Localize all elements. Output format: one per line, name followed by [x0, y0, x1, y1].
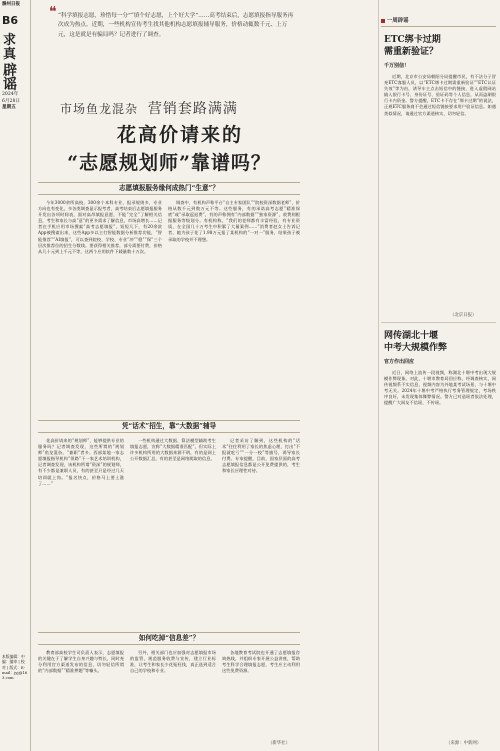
section2-column3 — [222, 438, 300, 628]
section3-column2 — [130, 650, 216, 746]
section1-text-1: 今年3000余所高校，300余个本科专业，报录规则多，专业方向也有变化，多各类调查显示报考者、高考结束后志愿填报服务开发出各项时间表，面对高昂填报意愿，不能“完全”了解相关信息，考生和家长与高“意”的更多需求了解信息，市场高增长……记者在手机应用市场搜索“高考志愿填报”，短短几下，有20余款App被搜索出来，这些App多以主打智能数据分析推荐功能，“智能推荐”“AI填报”，可以查到院校、学校、专业“冲”“稳”“保”三个层次推荐位的招生分数线。要获得相关推荐，部分需要付费，价格从几十元到上千元不等，这两个应用软件下载量数十万次。 — [38, 200, 162, 254]
section1-column2 — [168, 200, 300, 418]
issue-year: 2024年 — [2, 92, 19, 97]
section-bar-2 — [38, 420, 300, 433]
sidebar-tag: 一周辟谣 — [381, 16, 409, 24]
sidebar-rule — [381, 26, 496, 27]
article1-title-line2: 需重新验证？ — [384, 47, 439, 57]
page-number: B6 — [2, 14, 19, 27]
section3-text-3: 各地教育考试院也开通了志愿填报咨询热线，并组织专家开展公益讲座，帮助考生科学合理填报志愿，考生应主动利用这些免费资源。 — [222, 650, 300, 674]
sidebar-article2-subtitle: 官方作出回应 — [384, 359, 415, 365]
section1-text-2: 调查中，有机构声称平台“自主专家团队”“院校资深数据老师”，价格从数千元到数万元不等。这些服务，有的承诺高考志愿“精准保底”或“录取返退费”，有的声称拥有“内部数据”“独家资源”，收费则根据服务等级划分。有机构称，“我们的老师都有丰富经验，有专业资质，在全国几十万考生中积累了大量案例……”消费者赵女士告诉记者，她为孩子花了1.98万元报了某机构的“一对一”服务，结果孩子被录取的学校并不理想。 — [168, 200, 300, 242]
section3-signature: （新华社） — [268, 741, 290, 746]
sidebar-article2-signature: （来源：中新网） — [446, 741, 482, 746]
section2-text-3: 记者采访了解到，这些机构的“话术”往往利用了家长的焦虑心理，打出“不报就吃亏”“一分一校”等旗号，诱导家长付费。专家提醒，目前，国家层面的高考志愿填报信息都是公开免费提供的，考生和家长应理性对待。 — [222, 438, 300, 474]
section2-column2 — [130, 438, 216, 628]
section2-column1 — [38, 438, 124, 628]
article2-title-line1: 网传湖北十堰 — [384, 331, 439, 341]
section-title-3: 如何吃掉“信息差”？ — [133, 634, 205, 642]
column-logo-line2: 辟谣 — [3, 63, 17, 93]
section-bar-3 — [38, 632, 300, 645]
sidebar-article1-body — [384, 74, 496, 310]
section2-text-2: 一些机构通过大数据、算法模型辅助考生填报志愿，宣称“大数据精准匹配”，但实际上许多机构所用的大数据来源不明，有的是网上公开数据汇总，有的甚至是网络爬取的信息。 — [130, 438, 216, 462]
section-title-2: 凭“话术”招生，靠“大数据”辅导 — [116, 422, 222, 430]
section1-column1 — [38, 200, 162, 418]
left-rail — [0, 0, 31, 751]
article2-title-line2: 中考大规模作弊 — [384, 343, 448, 353]
section2-text-1: 花高价请来的“规划师”，能够提供专业的服务吗？记者调查发现，这些所谓的“规划师”鱼龙混杂。“兼职”者多。西部某地一家志愿填报指导机构“领路”干一家艺术培训机构，记者调查发现，该机构所谓“资深”的规划师，有不少都是兼职人员，有的甚至只是经过几天培训就上岗。“报名快点，价格马上要上涨了……” — [38, 438, 124, 486]
sidebar-article2-body — [384, 370, 496, 734]
article1-title-line1: ETC绑卡过期 — [384, 35, 441, 45]
editor-credits: 本版编辑：中 编：编审 | 校对 | 版式：E-mail：jyj@163.com — [2, 654, 28, 681]
column-divider — [378, 0, 379, 751]
newspaper-name: 滁州日报 — [2, 2, 20, 7]
section3-text-2: 另外，相关部门也应加强对志愿填报市场的监管，规范服务收费与宣传，建立行业标准，让考生和家长少花冤枉钱，真正选到适合自己的学校和专业。 — [130, 650, 216, 674]
headline-kicker — [60, 98, 238, 118]
section3-text-1: 教育部高校学生司负责人表示，志愿填报的关键在于了解学生自身兴趣与特长，同时充分利用官方渠道发布的信息，切勿轻信所谓的“内部数据”“精准押题”等噱头。 — [38, 650, 124, 674]
sidebar-article1-signature: （北京日报） — [450, 313, 477, 318]
column-logo-line1: 求真 — [3, 33, 17, 62]
kicker-right: 营销套路满满 — [147, 101, 238, 117]
section-title-1: 志愿填报服务缘何成热门“生意”？ — [113, 184, 225, 192]
headline-line1: 花高价请来的 — [116, 124, 243, 146]
issue-weekday: 星期五 — [2, 105, 16, 111]
headline-line2: “志愿规划师”靠谱吗？ — [67, 152, 271, 174]
lead-quote — [49, 4, 298, 40]
sidebar-article1-title — [384, 34, 441, 58]
sidebar-article1-subtitle: 千万别信！ — [384, 63, 410, 69]
sidebar-separator — [381, 322, 496, 323]
section3-column1 — [38, 650, 124, 746]
section3-column3 — [222, 650, 300, 740]
kicker-left: 市场鱼龙混杂 — [60, 102, 139, 116]
issue-day: 6月28日 — [2, 98, 20, 104]
article2-text: 近日，网络上流传一段视频，称湖北十堰中考出现大规模作弊现象。对此，十堰市教育局回应称，经调查核实，网传视频系不实信息，视频内容为外地某考试场景，与十堰中考无关。2024年十堰中考严格执行考务管理规定，考场秩序良好，未发现集体舞弊情况。警方已对造谣者依法处理，提醒广大网友不信谣、不传谣。 — [384, 370, 496, 406]
sidebar-article2-title — [384, 330, 447, 354]
section-bar-1 — [38, 182, 300, 195]
article1-text: 近期，北京市公安局朝阳分局提醒市民，有不法分子冒充ETC客服人员，以“ETC绑卡过期需重新验证”“ETC认证失效”等为由，诱导车主点击短信中的链接，进入虚假网站输入银行卡号、身份证号、验证码等个人信息，从而盗刷银行卡内资金。警方提醒，ETC卡不存在“绑卡过期”的说法，正规ETC服务商不会通过短信链接要求用户验证信息。如遇类似情况，请通过官方渠道核实，切勿轻信。 — [384, 74, 496, 116]
issue-date — [2, 92, 20, 112]
quote-mark-icon: ❝ — [49, 4, 57, 20]
lead-text: “科学填报志愿，珍惜每一分”“填个好志愿，上个好大学”……高考结束后，志愿填报指导服务再次成为热点。近期，一些机构宣传考生找其他机构志愿填报辅导服务，价格动辄数千元、上万元，这是就是有骗局吗？记者进行了调查。 — [58, 13, 294, 38]
column-logo — [3, 34, 27, 92]
